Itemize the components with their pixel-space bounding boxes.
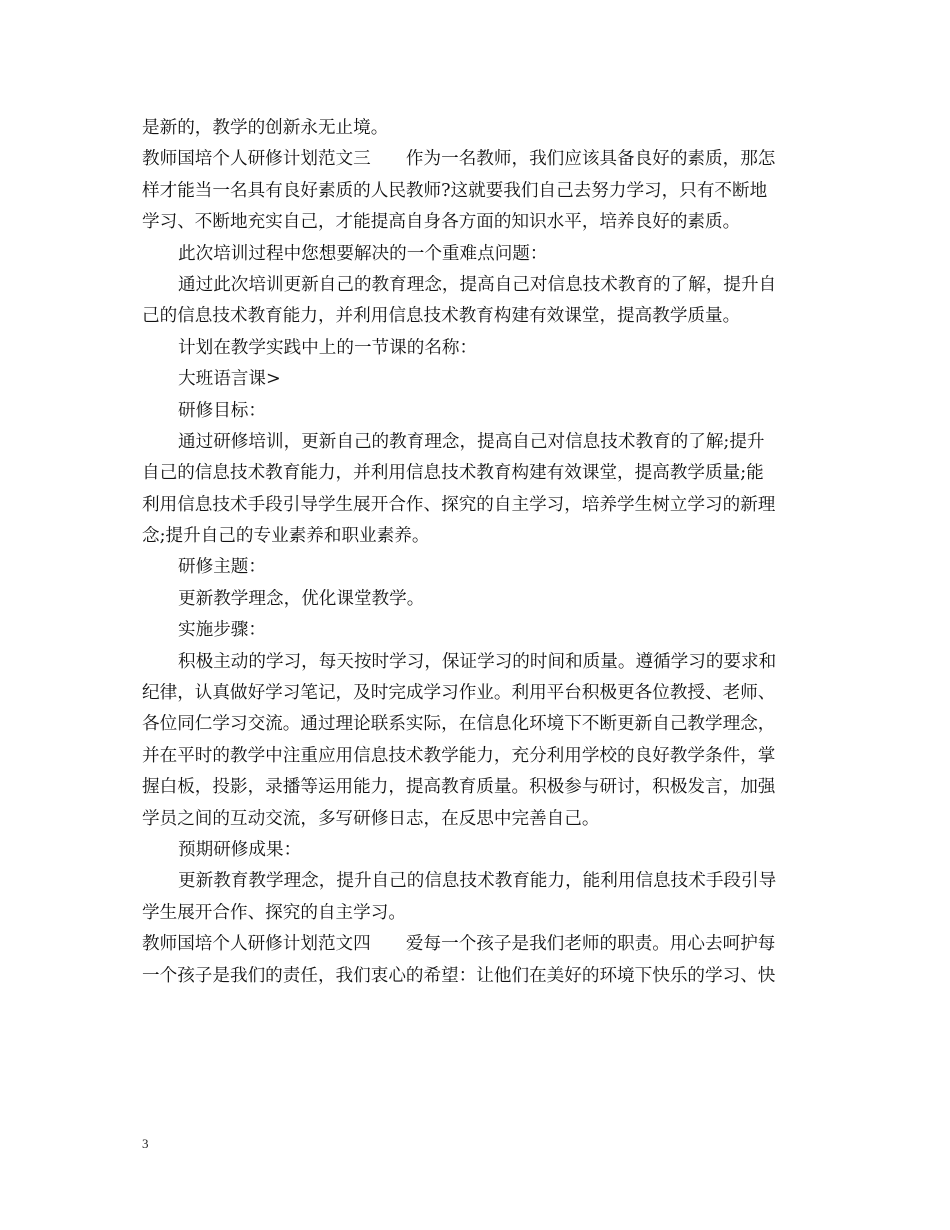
text-line: 利用信息技术手段引导学生展开合作、探究的自主学习，培养学生树立学习的新理 (142, 494, 776, 515)
text-line: 研修目标： (178, 400, 266, 421)
text-line: 通过研修培训，更新自己的教育理念，提高自己对信息技术教育的了解;提升 (178, 431, 765, 452)
text-line: 此次培训过程中您想要解决的一个重难点问题： (178, 243, 548, 264)
text-line: 实施步骤： (178, 620, 266, 641)
text-line: 纪律，认真做好学习笔记，及时完成学习作业。利用平台积极更各位教授、老师、 (142, 683, 776, 704)
text-line: 是新的，教学的创新永无止境。 (142, 118, 389, 138)
text-line: 自己的信息技术教育能力，并利用信息技术教育构建有效课堂，提高教学质量;能 (142, 463, 764, 484)
text-line: 更新教育教学理念，提升自己的信息技术教育能力，能利用信息技术手段引导 (178, 871, 777, 892)
text-line: 预期研修成果： (178, 839, 302, 860)
text-line: 念;提升自己的专业素养和职业素养。 (142, 526, 430, 547)
text-line: 通过此次培训更新自己的教育理念，提高自己对信息技术教育的了解，提升自 (178, 274, 777, 295)
text-line: 一个孩子是我们的责任，我们衷心的希望：让他们在美好的环境下快乐的学习、快 (142, 965, 776, 986)
text-line: 各位同仁学习交流。通过理论联系实际，在信息化环境下不断更新自己教学理念， (142, 714, 776, 735)
text-line: 学员之间的互动交流，多写研修日志，在反思中完善自己。 (142, 808, 600, 829)
text-line: 教师国培个人研修计划范文四 爱每一个孩子是我们老师的职责。用心去呵护每 (142, 934, 776, 955)
text-line: 更新教学理念，优化课堂教学。 (178, 588, 425, 609)
text-line: 教师国培个人研修计划范文三 作为一名教师，我们应该具备良好的素质，那怎 (142, 149, 776, 170)
text-line: 样才能当一名具有良好素质的人民教师?这就要我们自己去努力学习，只有不断地 (142, 180, 768, 201)
document-body (142, 113, 810, 992)
text-line: 大班语言课> (178, 369, 281, 390)
page-number: 3 (142, 1136, 149, 1151)
text-line: 握白板，投影，录播等运用能力，提高教育质量。积极参与研讨，积极发言，加强 (142, 777, 776, 798)
text-line: 积极主动的学习，每天按时学习，保证学习的时间和质量。遵循学习的要求和 (178, 651, 777, 672)
text-line: 学生展开合作、探究的自主学习。 (142, 902, 406, 923)
text-line: 学习、不断地充实自己，才能提高自身各方面的知识水平，培养良好的素质。 (142, 212, 741, 233)
text-line: 己的信息技术教育能力，并利用信息技术教育构建有效课堂，提高教学质量。 (142, 306, 741, 327)
text-line: 并在平时的教学中注重应用信息技术教学能力，充分利用学校的良好教学条件，掌 (142, 745, 776, 766)
text-line: 计划在教学实践中上的一节课的名称： (178, 337, 478, 358)
text-line: 研修主题： (178, 557, 266, 578)
